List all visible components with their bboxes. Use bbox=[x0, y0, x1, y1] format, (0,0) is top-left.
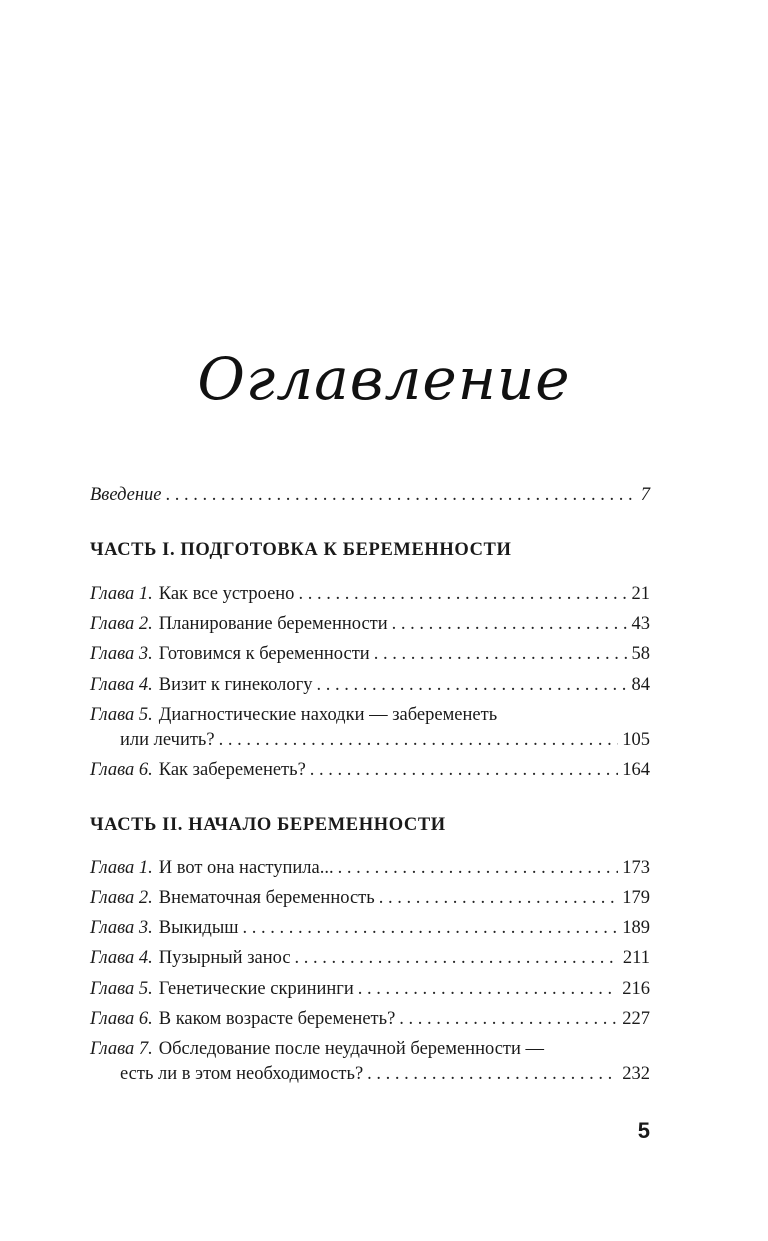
entry-title: Генетические скрининги bbox=[158, 979, 354, 999]
page-number: 5 bbox=[637, 1118, 650, 1143]
leader-dots bbox=[166, 484, 637, 506]
leader-dots bbox=[358, 978, 618, 1000]
toc-entry-continuation bbox=[90, 1063, 650, 1085]
leader-dots bbox=[338, 857, 619, 879]
entry-page: 189 bbox=[622, 918, 650, 938]
entry-page: 173 bbox=[622, 858, 650, 878]
toc-entry bbox=[90, 643, 650, 665]
entry-page: 58 bbox=[631, 644, 650, 664]
leader-dots bbox=[295, 947, 619, 969]
chapter-label: Глава 2. bbox=[90, 614, 153, 634]
chapter-label: Глава 4. bbox=[90, 675, 153, 695]
entry-page: 43 bbox=[631, 614, 650, 634]
chapter-label: Глава 2. bbox=[90, 888, 153, 908]
toc-entry-intro bbox=[90, 484, 650, 506]
leader-dots bbox=[219, 729, 619, 751]
chapter-label: Глава 1. bbox=[90, 584, 153, 604]
chapter-label: Глава 7. bbox=[90, 1039, 153, 1059]
entry-page: 216 bbox=[622, 979, 650, 999]
entry-title-continued: есть ли в этом необходимость? bbox=[120, 1064, 364, 1084]
entry-title: Готовимся к беременности bbox=[158, 644, 370, 664]
leader-dots bbox=[243, 917, 619, 939]
chapter-label: Глава 1. bbox=[90, 858, 153, 878]
entry-title: В каком возрасте беременеть? bbox=[158, 1009, 396, 1029]
entry-title: Диагностические находки — забеременеть bbox=[158, 705, 498, 725]
entry-page: 21 bbox=[631, 584, 650, 604]
leader-dots bbox=[374, 643, 628, 665]
toc-entry bbox=[90, 1008, 650, 1030]
entry-page: 164 bbox=[622, 760, 650, 780]
toc-entry bbox=[90, 887, 650, 909]
leader-dots bbox=[317, 674, 628, 696]
leader-dots bbox=[392, 613, 628, 635]
entry-title: Как все устроено bbox=[158, 584, 295, 604]
chapter-label: Глава 6. bbox=[90, 760, 153, 780]
entry-title: Выкидыш bbox=[158, 918, 239, 938]
entry-title: Обследование после неудачной беременности — bbox=[158, 1039, 545, 1059]
entry-page: 105 bbox=[622, 730, 650, 750]
entry-page: 211 bbox=[622, 948, 650, 968]
toc-entry bbox=[90, 978, 650, 1000]
entry-title: Внематочная беременность bbox=[158, 888, 375, 908]
toc-entry bbox=[90, 674, 650, 696]
entry-page: 179 bbox=[622, 888, 650, 908]
entry-page: 7 bbox=[640, 485, 650, 505]
chapter-label: Глава 6. bbox=[90, 1009, 153, 1029]
entry-page: 232 bbox=[622, 1064, 650, 1084]
leader-dots bbox=[379, 887, 619, 909]
toc-entry bbox=[90, 613, 650, 635]
leader-dots bbox=[367, 1063, 618, 1085]
toc-entry bbox=[90, 759, 650, 781]
chapter-label: Глава 4. bbox=[90, 948, 153, 968]
chapter-label: Глава 5. bbox=[90, 979, 153, 999]
entry-title: И вот она наступила... bbox=[158, 858, 334, 878]
entry-page: 227 bbox=[622, 1009, 650, 1029]
entry-title: Визит к гинекологу bbox=[158, 675, 313, 695]
entry-title: Как забеременеть? bbox=[158, 760, 306, 780]
toc-entry bbox=[90, 704, 650, 726]
page-title: Оглавление bbox=[197, 345, 571, 413]
toc-entry-continuation bbox=[90, 729, 650, 751]
chapter-label: Глава 3. bbox=[90, 918, 153, 938]
part-heading: ЧАСТЬ I. ПОДГОТОВКА К БЕРЕМЕННОСТИ bbox=[90, 540, 512, 560]
chapter-label: Глава 5. bbox=[90, 705, 153, 725]
chapter-label: Глава 3. bbox=[90, 644, 153, 664]
entry-page: 84 bbox=[631, 675, 650, 695]
toc-entry bbox=[90, 947, 650, 969]
entry-title-continued: или лечить? bbox=[120, 730, 215, 750]
entry-title: Планирование беременности bbox=[158, 614, 388, 634]
toc-entry bbox=[90, 857, 650, 879]
toc-entry bbox=[90, 1038, 650, 1060]
entry-title: Пузырный занос bbox=[158, 948, 291, 968]
leader-dots bbox=[310, 759, 618, 781]
part-heading: ЧАСТЬ II. НАЧАЛО БЕРЕМЕННОСТИ bbox=[90, 815, 446, 835]
leader-dots bbox=[399, 1008, 618, 1030]
leader-dots bbox=[298, 583, 627, 605]
toc-entry bbox=[90, 583, 650, 605]
entry-title: Введение bbox=[90, 485, 162, 505]
toc-entry bbox=[90, 917, 650, 939]
